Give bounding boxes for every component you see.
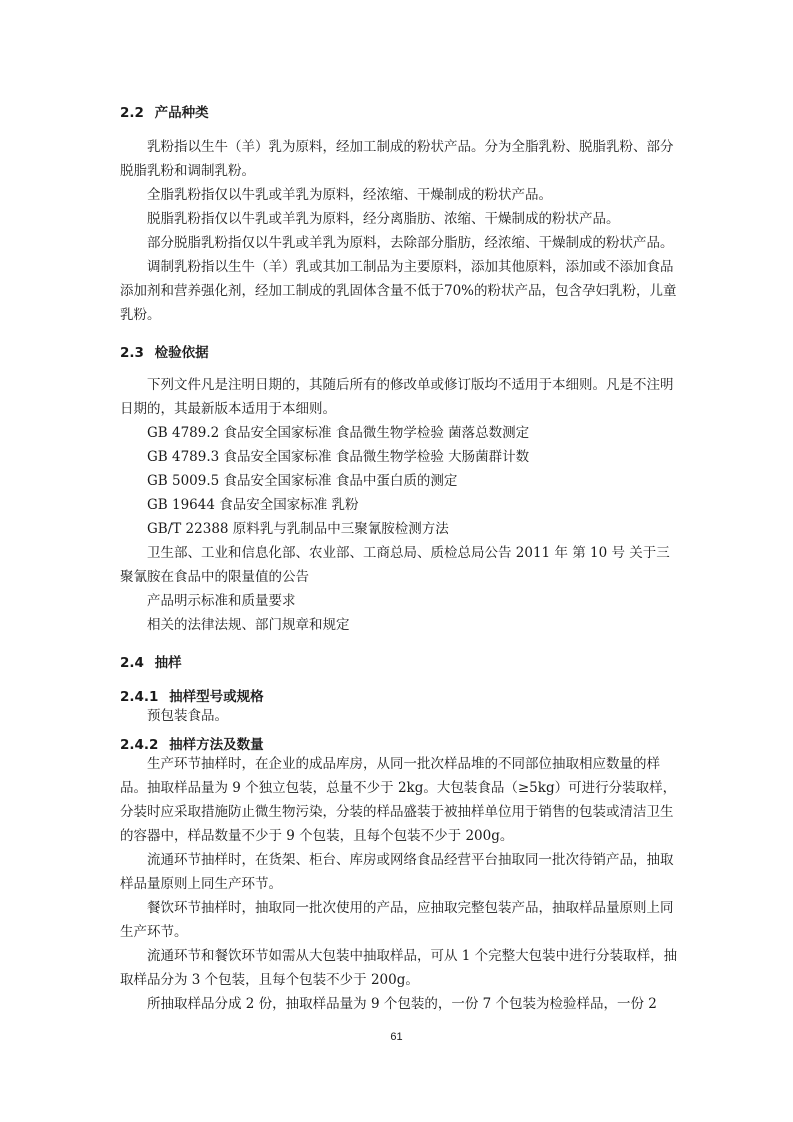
- section-2-3-body: [120, 373, 678, 637]
- paragraph: 所抽取样品分成 2 份，抽取样品量为 9 个包装的，一份 7 个包装为检验样品，一份 2: [147, 996, 657, 1012]
- section-number: 2.4: [120, 655, 144, 671]
- paragraph: 流通环节和餐饮环节如需从大包装中抽取样品，可从 1 个完整大包装中进行分装取样，抽取样品分为 3 个包装，且每个包装不少于 200g。: [120, 948, 678, 988]
- paragraph: 乳粉指以生牛（羊）乳为原料，经加工制成的粉状产品。分为全脂乳粉、脱脂乳粉、部分脱脂乳粉和调制乳粉。: [120, 139, 674, 179]
- subsection-2-4-1-body: [120, 704, 678, 728]
- reference-item: GB 4789.2 食品安全国家标准 食品微生物学检验 菌落总数测定: [147, 425, 530, 441]
- paragraph: 流通环节抽样时，在货架、柜台、库房或网络食品经营平台抽取同一批次待销产品，抽取样品量原则上同生产环节。: [120, 852, 674, 892]
- reference-item: GB 4789.3 食品安全国家标准 食品微生物学检验 大肠菌群计数: [147, 449, 530, 465]
- paragraph: 调制乳粉指以生牛（羊）乳或其加工制品为主要原料，添加其他原料，添加或不添加食品添加剂和营养强化剂，经加工制成的乳固体含量不低于70%的粉状产品，包含孕妇乳粉，儿童乳粉。: [120, 259, 677, 323]
- section-heading-2-2: [120, 101, 209, 121]
- section-number: 2.2: [120, 105, 144, 121]
- subsection-title: 抽样方法及数量: [169, 737, 264, 753]
- subsection-title: 抽样型号或规格: [169, 689, 264, 705]
- page-number: 61: [390, 1031, 403, 1043]
- section-2-2-body: [120, 135, 678, 327]
- reference-item: 产品明示标准和质量要求: [147, 593, 296, 609]
- subsection-heading-2-4-1: [120, 685, 264, 705]
- paragraph: 下列文件凡是注明日期的，其随后所有的修改单或修订版均不适用于本细则。凡是不注明日期的，其最新版本适用于本细则。: [120, 377, 674, 417]
- paragraph: 全脂乳粉指仅以牛乳或羊乳为原料，经浓缩、干燥制成的粉状产品。: [147, 187, 552, 203]
- paragraph: 餐饮环节抽样时，抽取同一批次使用的产品，应抽取完整包装产品，抽取样品量原则上同生产环节。: [120, 900, 674, 940]
- section-number: 2.3: [120, 345, 144, 361]
- reference-item: 相关的法律法规、部门规章和规定: [147, 617, 350, 633]
- paragraph: 预包装食品。: [147, 708, 228, 724]
- section-title: 检验依据: [154, 345, 209, 361]
- subsection-heading-2-4-2: [120, 733, 264, 753]
- reference-item: 卫生部、工业和信息化部、农业部、工商总局、质检总局公告 2011 年 第 10 号 关于三聚氰胺在食品中的限量值的公告: [120, 545, 670, 585]
- subsection-number: 2.4.2: [120, 737, 159, 753]
- section-title: 抽样: [154, 655, 182, 671]
- paragraph: 部分脱脂乳粉指仅以牛乳或羊乳为原料，去除部分脂肪，经浓缩、干燥制成的粉状产品。: [147, 235, 674, 251]
- reference-item: GB/T 22388 原料乳与乳制品中三聚氰胺检测方法: [147, 521, 449, 537]
- paragraph: 生产环节抽样时，在企业的成品库房，从同一批次样品堆的不同部位抽取相应数量的样品。抽取样品量为 9 个独立包装，总量不少于 2kg。大包装食品（≥5kg）可进行分装取样，分装时应采取措施防止微生物污染，分装的样品盛装于被抽样单位用于销售的包装或清洁卫生的容器中，样品数量不少于 9 个包装，且每个包装不少于 200g。: [120, 756, 677, 844]
- section-heading-2-4: [120, 651, 182, 671]
- paragraph: 脱脂乳粉指仅以牛乳或羊乳为原料，经分离脂肪、浓缩、干燥制成的粉状产品。: [147, 211, 620, 227]
- reference-item: GB 5009.5 食品安全国家标准 食品中蛋白质的测定: [147, 473, 458, 489]
- section-title: 产品种类: [154, 105, 209, 121]
- section-heading-2-3: [120, 341, 209, 361]
- reference-item: GB 19644 食品安全国家标准 乳粉: [147, 497, 359, 513]
- subsection-2-4-2-body: [120, 752, 678, 1016]
- subsection-number: 2.4.1: [120, 689, 159, 705]
